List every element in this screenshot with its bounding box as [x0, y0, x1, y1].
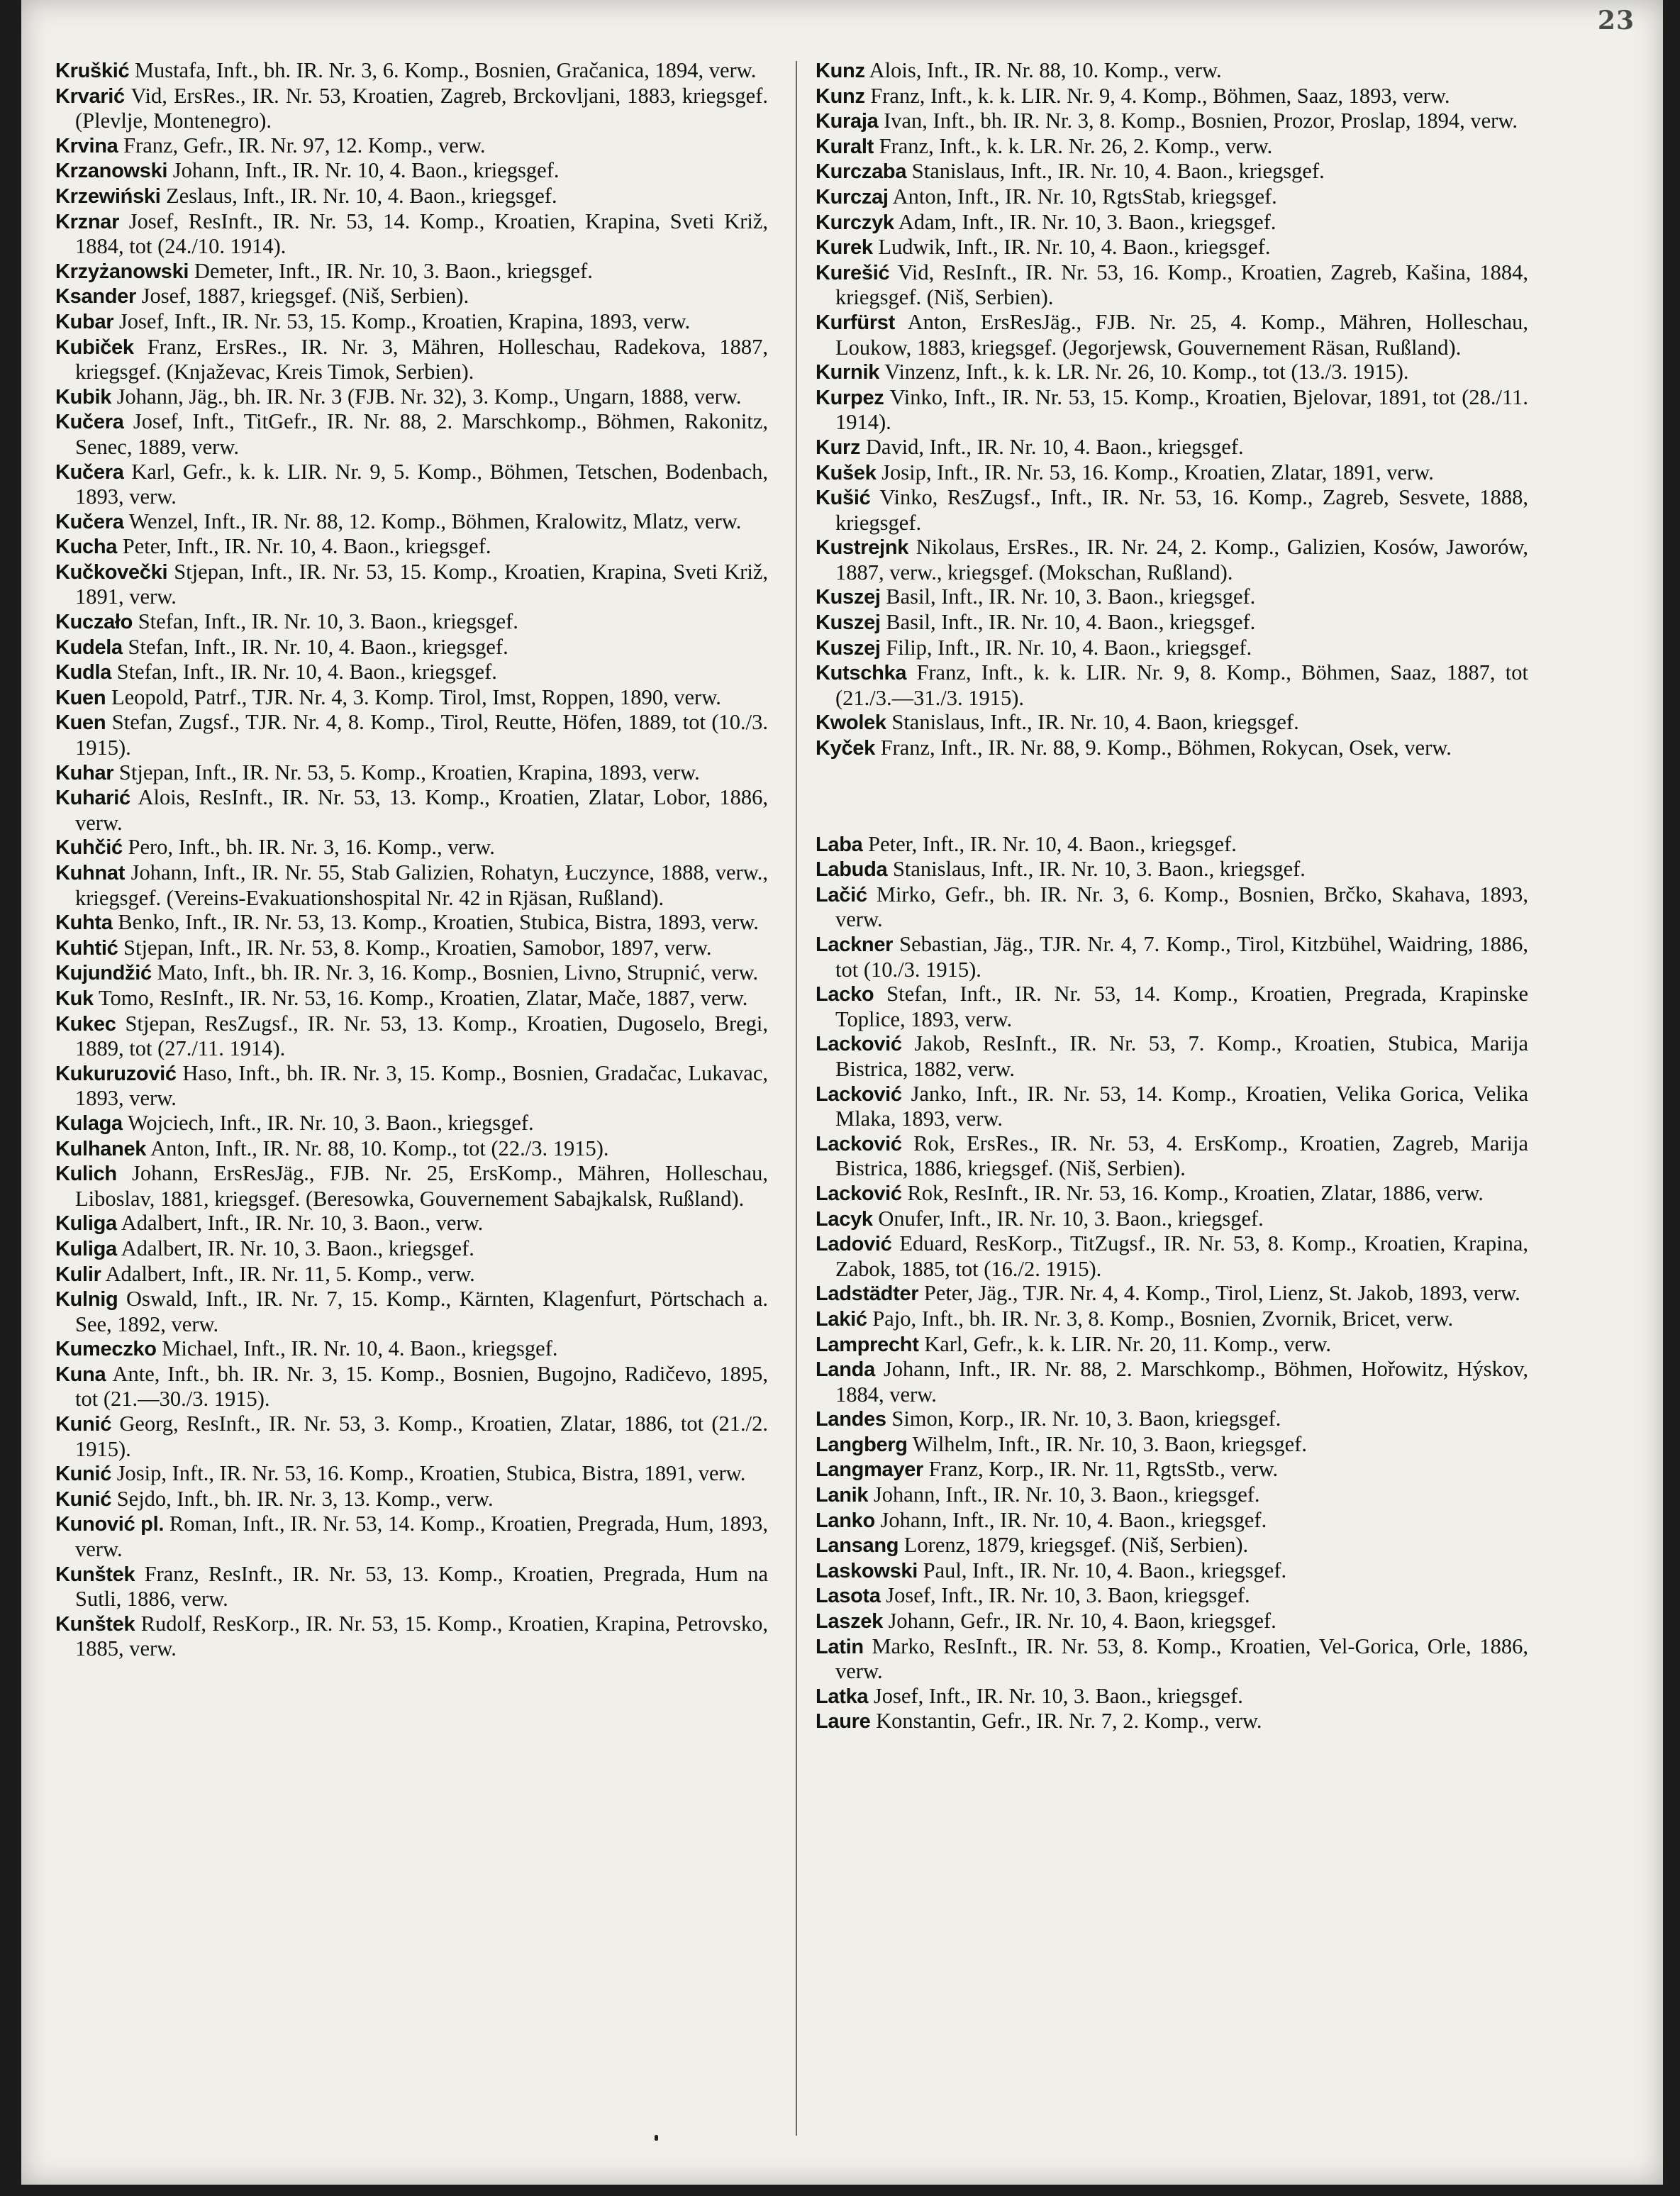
entry-surname: Kunz	[816, 60, 865, 82]
register-entry	[55, 710, 768, 760]
entry-surname: Lacković	[816, 1033, 902, 1056]
entry-details: Anton, Inft., IR. Nr. 10, RgtsStab, kriegsgef.	[892, 184, 1277, 209]
entry-surname: Kunz	[816, 84, 865, 108]
entry-surname: Kumeczko	[55, 1338, 157, 1361]
entry-surname: Kwolek	[816, 711, 886, 735]
register-entry	[55, 660, 768, 685]
register-entry	[816, 982, 1528, 1031]
register-entry	[816, 1181, 1528, 1207]
register-entry	[816, 636, 1528, 661]
entry-surname: Lanik	[816, 1484, 869, 1507]
register-entry	[816, 1407, 1528, 1432]
register-entry	[816, 360, 1528, 385]
entry-surname: Krvina	[55, 134, 118, 157]
register-entry	[55, 384, 768, 410]
entry-details: Eduard, ResKorp., TitZugsf., IR. Nr. 53, 8. Komp., Kroatien, Krapina, Zabok, 1885, tot (16./2. 1915).	[835, 1231, 1529, 1281]
register-entry	[55, 1287, 768, 1336]
entry-details: Lorenz, 1879, kriegsgef. (Niš, Serbien).	[903, 1533, 1249, 1558]
entry-surname: Lackner	[816, 933, 894, 956]
entry-surname: Ladović	[816, 1233, 892, 1256]
entry-details: Josef, Inft., TitGefr., IR. Nr. 88, 2. Marschkomp., Böhmen, Rakonitz, Senec, 1889, verw.	[75, 409, 769, 459]
register-entry	[55, 284, 768, 309]
entry-details: Zeslaus, Inft., IR. Nr. 10, 4. Baon., kriegsgef.	[166, 183, 557, 208]
register-entry	[55, 609, 768, 635]
register-entry	[55, 685, 768, 711]
entry-surname: Ladstädter	[816, 1282, 919, 1306]
entry-surname: Kuhar	[55, 761, 114, 784]
section-k-continued	[816, 58, 1528, 761]
entry-details: Josef, Inft., IR. Nr. 53, 15. Komp., Kroatien, Krapina, 1893, verw.	[118, 309, 691, 333]
register-entry	[816, 857, 1528, 882]
entry-details: Stanislaus, Inft., IR. Nr. 10, 3. Baon., kriegsgef.	[892, 857, 1306, 882]
entry-details: Jakob, ResInft., IR. Nr. 53, 7. Komp., Kroatien, Stubica, Marija Bistrica, 1882, verw.	[835, 1031, 1529, 1081]
entry-details: Vinko, ResZugsf., Inft., IR. Nr. 53, 16. Komp., Zagreb, Sesvete, 1888, kriegsgef.	[835, 485, 1528, 535]
entry-surname: Kuhčić	[55, 836, 123, 860]
entry-surname: Laskowski	[816, 1559, 918, 1582]
entry-details: Karl, Gefr., k. k. LIR. Nr. 9, 5. Komp., Böhmen, Tetschen, Bodenbach, 1893, verw.	[75, 459, 769, 509]
register-entry	[816, 184, 1528, 210]
entry-surname: Kukuruzović	[55, 1062, 177, 1085]
register-entry	[55, 1111, 768, 1136]
entry-details: Stefan, Inft., IR. Nr. 10, 4. Baon., kriegsgef.	[116, 660, 497, 684]
register-entry	[55, 1262, 768, 1287]
register-entry	[816, 210, 1528, 235]
register-entry	[55, 1236, 768, 1262]
entry-details: Stefan, Inft., IR. Nr. 10, 3. Baon., kriegsgef.	[138, 609, 518, 634]
register-entry	[816, 1457, 1528, 1482]
entry-surname: Kulir	[55, 1263, 101, 1286]
register-entry	[816, 1609, 1528, 1634]
entry-surname: Lačić	[816, 883, 867, 906]
entry-surname: Kuczało	[55, 611, 133, 634]
entry-details: Konstantin, Gefr., IR. Nr. 7, 2. Komp., verw.	[876, 1709, 1262, 1734]
entry-details: Johann, Inft., IR. Nr. 55, Stab Galizien, Rohatyn, Łuczynce, 1888, verw., kriegsgef. (Vereins-Evakuationshospital Nr. 42 in Rjäsan, Rußland).	[75, 860, 769, 910]
register-entry	[816, 109, 1528, 134]
register-entry	[55, 960, 768, 986]
entry-details: Stjepan, ResZugsf., IR. Nr. 53, 13. Komp., Kroatien, Dugoselo, Bregi, 1889, tot (27./11. 1914).	[75, 1011, 769, 1061]
entry-surname: Kulhanek	[55, 1137, 147, 1160]
entry-surname: Kubar	[55, 310, 114, 333]
entry-details: Franz, ErsRes., IR. Nr. 3, Mähren, Holleschau, Radekova, 1887, kriegsgef. (Knjaževac, Kreis Timok, Serbien).	[75, 334, 768, 384]
entry-details: Wilhelm, Inft., IR. Nr. 10, 3. Baon, kriegsgef.	[912, 1431, 1307, 1456]
entry-surname: Kuszej	[816, 586, 881, 609]
entry-details: Wenzel, Inft., IR. Nr. 88, 12. Komp., Böhmen, Kralowitz, Mlatz, verw.	[128, 509, 742, 533]
entry-surname: Krvarić	[55, 84, 125, 108]
entry-details: Ante, Inft., bh. IR. Nr. 3, 15. Komp., Bosnien, Bugojno, Radičevo, 1895, tot (21.—30./3. 1915).	[75, 1361, 768, 1412]
register-entry	[816, 736, 1528, 761]
entry-details: Anton, Inft., IR. Nr. 88, 10. Komp., tot (22./3. 1915).	[150, 1136, 609, 1160]
entry-details: Roman, Inft., IR. Nr. 53, 14. Komp., Kroatien, Pregrada, Hum, 1893, verw.	[75, 1512, 768, 1562]
register-entry	[816, 932, 1528, 982]
entry-details: Ivan, Inft., bh. IR. Nr. 3, 8. Komp., Bosnien, Prozor, Proslap, 1894, verw.	[884, 109, 1518, 133]
entry-surname: Krzewiński	[55, 184, 161, 208]
register-entry	[55, 184, 768, 209]
entry-details: Alois, ResInft., IR. Nr. 53, 13. Komp., Kroatien, Zlatar, Lobor, 1886, verw.	[75, 785, 768, 835]
entry-details: Vid, ErsRes., IR. Nr. 53, Kroatien, Zagreb, Brckovljani, 1883, kriegsgef. (Plevlje, Montenegro).	[75, 83, 768, 133]
register-entry	[55, 1562, 768, 1612]
entry-surname: Kunović pl.	[55, 1513, 165, 1536]
entry-details: Stefan, Inft., IR. Nr. 53, 14. Komp., Kroatien, Pregrada, Krapinske Toplice, 1893, verw.	[835, 982, 1529, 1031]
entry-details: Mustafa, Inft., bh. IR. Nr. 3, 6. Komp., Bosnien, Gračanica, 1894, verw.	[134, 58, 757, 82]
entry-surname: Labuda	[816, 858, 888, 882]
entry-surname: Lamprecht	[816, 1333, 919, 1356]
register-entry	[55, 335, 768, 384]
entry-details: Oswald, Inft., IR. Nr. 7, 15. Komp., Kärnten, Klagenfurt, Pörtschach a. See, 1892, verw.	[75, 1287, 768, 1336]
entry-surname: Kuen	[55, 711, 106, 735]
entry-surname: Kurczaj	[816, 185, 889, 209]
document-page	[21, 0, 1663, 2185]
register-entry	[55, 1412, 768, 1461]
register-entry	[55, 1612, 768, 1661]
entry-surname: Kubiček	[55, 336, 134, 359]
entry-surname: Kulnig	[55, 1288, 118, 1312]
entry-details: Johann, Inft., IR. Nr. 88, 2. Marschkomp., Böhmen, Hořowitz, Hýskov, 1884, verw.	[835, 1357, 1528, 1407]
entry-details: Adalbert, IR. Nr. 10, 3. Baon., kriegsgef.	[121, 1236, 474, 1260]
entry-details: Georg, ResInft., IR. Nr. 53, 3. Komp., Kroatien, Zlatar, 1886, tot (21./2. 1915).	[75, 1412, 768, 1461]
register-entry	[816, 832, 1528, 858]
entry-details: Paul, Inft., IR. Nr. 10, 4. Baon., kriegsgef.	[923, 1558, 1287, 1582]
entry-surname: Kurz	[816, 436, 861, 459]
entry-surname: Kujundžić	[55, 962, 152, 985]
register-entry	[816, 1684, 1528, 1709]
entry-surname: Kučera	[55, 460, 124, 484]
entry-details: Mirko, Gefr., bh. IR. Nr. 3, 6. Komp., Bosnien, Brčko, Skahava, 1893, verw.	[835, 882, 1529, 932]
entry-details: Stefan, Inft., IR. Nr. 10, 4. Baon., kriegsgef.	[128, 634, 508, 659]
section-gap	[816, 761, 1528, 832]
register-entry	[55, 1487, 768, 1512]
entry-details: Anton, ErsResJäg., FJB. Nr. 25, 4. Komp., Mähren, Holleschau, Loukow, 1883, kriegsgef. (Jegorjewsk, Gouvernement Räsan, Rußland).	[835, 309, 1528, 360]
entry-surname: Lanko	[816, 1509, 875, 1532]
entry-surname: Kunštek	[55, 1612, 135, 1636]
entry-surname: Landes	[816, 1408, 886, 1431]
entry-surname: Kruškić	[55, 60, 130, 82]
entry-surname: Kutschka	[816, 662, 907, 685]
entry-surname: Kunštek	[55, 1563, 135, 1586]
register-entry	[816, 1533, 1528, 1558]
entry-details: Stanislaus, Inft., IR. Nr. 10, 4. Baon., kriegsgef.	[911, 159, 1325, 184]
entry-surname: Kurek	[816, 236, 873, 260]
entry-details: Josip, Inft., IR. Nr. 53, 16. Komp., Kroatien, Stubica, Bistra, 1891, verw.	[116, 1461, 746, 1486]
entry-surname: Kurfürst	[816, 311, 895, 334]
register-entry	[816, 1281, 1528, 1307]
register-entry	[816, 235, 1528, 260]
entry-surname: Lansang	[816, 1534, 899, 1558]
entry-surname: Kuhnat	[55, 862, 126, 884]
entry-surname: Kučkovečki	[55, 560, 168, 584]
register-entry	[816, 435, 1528, 460]
register-entry	[55, 860, 768, 910]
entry-surname: Laszek	[816, 1610, 883, 1634]
register-entry	[816, 1031, 1528, 1081]
entry-details: Wojciech, Inft., IR. Nr. 10, 3. Baon., kriegsgef.	[127, 1110, 534, 1135]
entry-surname: Ksander	[55, 285, 136, 309]
entry-surname: Kuna	[55, 1363, 106, 1386]
entry-surname: Laure	[816, 1710, 871, 1734]
entry-details: Leopold, Patrf., TJR. Nr. 4, 3. Komp. Tirol, Imst, Roppen, 1890, verw.	[111, 684, 721, 709]
entry-details: Franz, Inft., k. k. LIR. Nr. 9, 4. Komp., Böhmen, Saaz, 1893, verw.	[870, 83, 1450, 108]
column-divider	[796, 61, 797, 2136]
entry-surname: Kunić	[55, 1413, 112, 1436]
entry-details: Tomo, ResInft., IR. Nr. 53, 16. Komp., Kroatien, Zlatar, Mače, 1887, verw.	[98, 985, 748, 1010]
entry-surname: Kuen	[55, 686, 106, 709]
entry-details: Stjepan, Inft., IR. Nr. 53, 15. Komp., Kroatien, Krapina, Sveti Križ, 1891, verw.	[75, 559, 768, 609]
entry-details: Vinzenz, Inft., k. k. LR. Nr. 26, 10. Komp., tot (13./3. 1915).	[884, 360, 1409, 384]
register-entry	[55, 936, 768, 961]
register-entry	[55, 910, 768, 936]
register-entry	[816, 84, 1528, 109]
register-entry	[55, 259, 768, 284]
register-entry	[816, 159, 1528, 184]
entry-details: Pajo, Inft., bh. IR. Nr. 3, 8. Komp., Bosnien, Zvornik, Bricet, verw.	[872, 1306, 1454, 1331]
register-entry	[816, 584, 1528, 610]
entry-surname: Kyček	[816, 737, 875, 760]
entry-surname: Krzyżanowski	[55, 260, 189, 283]
entry-surname: Kurnik	[816, 361, 880, 384]
entry-details: Franz, Inft., k. k. LIR. Nr. 9, 8. Komp., Böhmen, Saaz, 1887, tot (21./3.—31./3. 1915).	[835, 660, 1528, 710]
entry-surname: Kučera	[55, 411, 124, 434]
entry-details: Johann, Gefr., IR. Nr. 10, 4. Baon, kriegsgef.	[888, 1609, 1276, 1634]
register-entry	[816, 1432, 1528, 1458]
register-entry	[816, 1634, 1528, 1684]
entry-surname: Kuliga	[55, 1237, 117, 1260]
register-entry	[55, 209, 768, 259]
register-entry	[55, 309, 768, 335]
entry-details: Ludwik, Inft., IR. Nr. 10, 4. Baon., kriegsgef.	[878, 235, 1271, 260]
entry-details: Adam, Inft., IR. Nr. 10, 3. Baon., kriegsgef.	[898, 209, 1276, 234]
entry-surname: Lacko	[816, 983, 874, 1006]
entry-details: Franz, Inft., k. k. LR. Nr. 26, 2. Komp., verw.	[879, 133, 1273, 158]
entry-details: Vinko, Inft., IR. Nr. 53, 15. Komp., Kroatien, Bjelovar, 1891, tot (28./11. 1914).	[835, 384, 1528, 435]
entry-surname: Lacković	[816, 1082, 902, 1106]
entry-surname: Kuraja	[816, 110, 879, 133]
register-entry	[816, 1709, 1528, 1734]
register-entry	[816, 1583, 1528, 1609]
entry-details: Stanislaus, Inft., IR. Nr. 10, 4. Baon, kriegsgef.	[891, 710, 1299, 735]
register-entry	[55, 84, 768, 133]
entry-surname: Krzanowski	[55, 160, 168, 183]
entry-details: Johann, Inft., IR. Nr. 10, 3. Baon., kriegsgef.	[873, 1482, 1260, 1507]
entry-details: Stjepan, Inft., IR. Nr. 53, 8. Komp., Kroatien, Samobor, 1897, verw.	[123, 935, 712, 960]
entry-surname: Lasota	[816, 1585, 881, 1608]
entry-details: Rudolf, ResKorp., IR. Nr. 53, 15. Komp., Kroatien, Krapina, Petrovsko, 1885, verw.	[75, 1611, 769, 1661]
entry-details: Josef, Inft., IR. Nr. 10, 3. Baon, kriegsgef.	[886, 1583, 1250, 1608]
entry-details: Benko, Inft., IR. Nr. 53, 13. Komp., Kroatien, Stubica, Bistra, 1893, verw.	[118, 910, 759, 935]
entry-surname: Kustrejnk	[816, 536, 909, 560]
register-entry	[55, 1336, 768, 1362]
entry-surname: Kušić	[816, 487, 871, 510]
entry-details: Johann, Jäg., bh. IR. Nr. 3 (FJB. Nr. 32), 3. Komp., Ungarn, 1888, verw.	[116, 384, 742, 409]
entry-surname: Latin	[816, 1635, 864, 1658]
register-entry	[816, 1332, 1528, 1358]
register-entry	[816, 260, 1528, 310]
left-column	[55, 58, 768, 1661]
entry-details: Haso, Inft., bh. IR. Nr. 3, 15. Komp., Bosnien, Gradačac, Lukavac, 1893, verw.	[75, 1060, 768, 1111]
register-entry	[55, 835, 768, 860]
entry-surname: Kulaga	[55, 1111, 123, 1135]
register-entry	[816, 1082, 1528, 1131]
entry-details: Josip, Inft., IR. Nr. 53, 16. Komp., Kroatien, Zlatar, 1891, verw.	[881, 460, 1434, 484]
register-entry	[816, 1558, 1528, 1584]
entry-surname: Kušek	[816, 461, 877, 484]
entry-surname: Kukec	[55, 1012, 116, 1036]
entry-details: David, Inft., IR. Nr. 10, 4. Baon., kriegsgef.	[865, 434, 1244, 459]
page-number: 23	[1597, 6, 1635, 35]
register-entry	[55, 1362, 768, 1412]
right-column	[816, 58, 1528, 1734]
entry-surname: Lakić	[816, 1307, 867, 1331]
entry-details: Basil, Inft., IR. Nr. 10, 3. Baon., kriegsgef.	[886, 584, 1256, 609]
register-entry	[55, 534, 768, 560]
register-entry	[816, 710, 1528, 736]
entry-details: Stjepan, Inft., IR. Nr. 53, 5. Komp., Kroatien, Krapina, 1893, verw.	[118, 760, 700, 784]
entry-surname: Kuk	[55, 987, 94, 1010]
register-entry	[55, 760, 768, 786]
entry-details: Vid, ResInft., IR. Nr. 53, 16. Komp., Kroatien, Zagreb, Kašina, 1884, kriegsgef. (Niš, Serbien).	[835, 260, 1529, 310]
register-entry	[55, 560, 768, 609]
register-entry	[816, 660, 1528, 710]
register-entry	[55, 1011, 768, 1061]
register-entry	[55, 1161, 768, 1211]
stray-mark	[655, 2135, 658, 2141]
entry-details: Alois, Inft., IR. Nr. 88, 10. Komp., verw.	[869, 58, 1222, 82]
register-entry	[55, 635, 768, 660]
entry-surname: Kuhta	[55, 911, 113, 935]
register-entry	[55, 1461, 768, 1487]
register-entry	[55, 509, 768, 535]
register-entry	[55, 1136, 768, 1162]
register-entry	[55, 1512, 768, 1561]
register-entry	[816, 1207, 1528, 1232]
entry-surname: Kurczaba	[816, 160, 907, 184]
entry-details: Sejdo, Inft., bh. IR. Nr. 3, 13. Komp., verw.	[116, 1486, 494, 1511]
entry-surname: Langmayer	[816, 1458, 924, 1482]
entry-details: Peter, Jäg., TJR. Nr. 4, 4. Komp., Tirol, Lienz, St. Jakob, 1893, verw.	[923, 1281, 1520, 1306]
register-entry	[816, 460, 1528, 486]
register-entry	[55, 460, 768, 509]
entry-surname: Landa	[816, 1358, 875, 1382]
entry-details: Rok, ErsRes., IR. Nr. 53, 4. ErsKomp., Kroatien, Zagreb, Marija Bistrica, 1886, kriegsgef. (Niš, Serbien).	[835, 1131, 1529, 1181]
entry-details: Adalbert, Inft., IR. Nr. 11, 5. Komp., verw.	[105, 1261, 475, 1286]
entry-details: Franz, ResInft., IR. Nr. 53, 13. Komp., Kroatien, Pregrada, Hum na Sutli, 1886, verw.	[75, 1561, 768, 1612]
entry-details: Peter, Inft., IR. Nr. 10, 4. Baon., kriegsgef.	[122, 534, 491, 559]
entry-details: Sebastian, Jäg., TJR. Nr. 4, 7. Komp., Tirol, Kitzbühel, Waidring, 1886, tot (10./3. 1915).	[835, 932, 1528, 982]
entry-details: Johann, Inft., IR. Nr. 10, 4. Baon., kriegsgef.	[172, 158, 560, 183]
entry-details: Johann, Inft., IR. Nr. 10, 4. Baon., kriegsgef.	[880, 1507, 1267, 1532]
register-entry	[55, 1061, 768, 1111]
register-entry	[55, 158, 768, 184]
register-entry	[816, 535, 1528, 584]
entry-details: Adalbert, Inft., IR. Nr. 10, 3. Baon., verw.	[121, 1211, 484, 1236]
register-entry	[816, 134, 1528, 160]
register-entry	[55, 986, 768, 1011]
register-entry	[55, 58, 768, 84]
entry-surname: Lacković	[816, 1132, 902, 1155]
entry-details: Demeter, Inft., IR. Nr. 10, 3. Baon., kriegsgef.	[194, 258, 593, 283]
entry-surname: Latka	[816, 1685, 869, 1708]
entry-details: Franz, Gefr., IR. Nr. 97, 12. Komp., verw.	[123, 133, 486, 157]
register-entry	[816, 1357, 1528, 1407]
register-entry	[816, 310, 1528, 360]
entry-details: Stefan, Zugsf., TJR. Nr. 4, 8. Komp., Tirol, Reutte, Höfen, 1889, tot (10./3. 1915).	[75, 710, 769, 760]
register-entry	[816, 1131, 1528, 1181]
register-entry	[55, 1211, 768, 1236]
entry-details: Josef, Inft., IR. Nr. 10, 3. Baon., kriegsgef.	[873, 1683, 1243, 1708]
entry-surname: Kunić	[55, 1487, 112, 1511]
entry-surname: Krznar	[55, 210, 120, 233]
entry-details: Onufer, Inft., IR. Nr. 10, 3. Baon., kriegsgef.	[878, 1206, 1264, 1231]
entry-details: Franz, Korp., IR. Nr. 11, RgtsStb., verw.	[928, 1457, 1279, 1482]
entry-details: Simon, Korp., IR. Nr. 10, 3. Baon, kriegsgef.	[891, 1407, 1281, 1431]
register-entry	[816, 1231, 1528, 1281]
register-entry	[816, 882, 1528, 932]
entry-surname: Kulich	[55, 1163, 117, 1186]
entry-surname: Kuszej	[816, 636, 881, 660]
entry-surname: Kuharić	[55, 787, 130, 810]
entry-details: Nikolaus, ErsRes., IR. Nr. 24, 2. Komp., Galizien, Kosów, Jaworów, 1887, verw., kriegsgef. (Mokschan, Rußland).	[835, 535, 1528, 584]
entry-details: Josef, 1887, kriegsgef. (Niš, Serbien).	[141, 284, 469, 309]
entry-surname: Kubik	[55, 385, 112, 409]
entry-details: Basil, Inft., IR. Nr. 10, 4. Baon., kriegsgef.	[886, 610, 1256, 635]
entry-surname: Lacyk	[816, 1207, 873, 1231]
register-entry	[55, 785, 768, 835]
entry-surname: Kuhtić	[55, 936, 118, 960]
entry-surname: Kuszej	[816, 611, 881, 635]
entry-details: Franz, Inft., IR. Nr. 88, 9. Komp., Böhmen, Rokycan, Osek, verw.	[880, 736, 1452, 760]
entry-details: Peter, Inft., IR. Nr. 10, 4. Baon., kriegsgef.	[868, 831, 1237, 856]
entry-surname: Kunić	[55, 1463, 112, 1486]
entry-details: Michael, Inft., IR. Nr. 10, 4. Baon., kriegsgef.	[162, 1336, 558, 1361]
register-entry	[816, 610, 1528, 636]
register-entry	[816, 485, 1528, 535]
entry-details: Pero, Inft., bh. IR. Nr. 3, 16. Komp., verw.	[128, 835, 495, 860]
entry-surname: Kuliga	[55, 1212, 117, 1236]
register-entry	[816, 1307, 1528, 1332]
entry-details: Marko, ResInft., IR. Nr. 53, 8. Komp., Kroatien, Vel-Gorica, Orle, 1886, verw.	[835, 1634, 1528, 1684]
entry-surname: Kudela	[55, 636, 123, 659]
entry-surname: Kurpez	[816, 386, 884, 409]
entry-details: Filip, Inft., IR. Nr. 10, 4. Baon., kriegsgef.	[886, 635, 1252, 660]
entry-surname: Lacković	[816, 1182, 902, 1205]
entry-surname: Langberg	[816, 1433, 908, 1456]
entry-details: Rok, ResInft., IR. Nr. 53, 16. Komp., Kroatien, Zlatar, 1886, verw.	[907, 1180, 1484, 1205]
entry-details: Mato, Inft., bh. IR. Nr. 3, 16. Komp., Bosnien, Livno, Strupnić, verw.	[157, 960, 759, 985]
entry-surname: Kucha	[55, 536, 118, 559]
entry-surname: Kurczyk	[816, 211, 894, 234]
register-entry	[55, 133, 768, 159]
entry-details: Johann, ErsResJäg., FJB. Nr. 25, ErsKomp., Mähren, Holleschau, Liboslav, 1881, kriegsgef. (Beresowka, Gouvernement Sabajkalsk, Rußland).	[75, 1161, 769, 1211]
register-entry	[816, 58, 1528, 84]
entry-surname: Kudla	[55, 661, 112, 684]
entry-details: Karl, Gefr., k. k. LIR. Nr. 20, 11. Komp., verw.	[924, 1331, 1331, 1356]
entry-surname: Kuralt	[816, 135, 874, 158]
entry-details: Janko, Inft., IR. Nr. 53, 14. Komp., Kroatien, Velika Gorica, Velika Mlaka, 1893, verw.	[835, 1081, 1528, 1131]
entry-surname: Kučera	[55, 510, 124, 533]
entry-surname: Laba	[816, 833, 863, 856]
entry-surname: Kurešić	[816, 261, 890, 284]
register-entry	[816, 385, 1528, 435]
register-entry	[816, 1508, 1528, 1534]
register-entry	[55, 409, 768, 459]
register-entry	[816, 1482, 1528, 1508]
entry-details: Josef, ResInft., IR. Nr. 53, 14. Komp., Kroatien, Krapina, Sveti Križ, 1884, tot (24./10. 1914).	[75, 209, 768, 259]
section-l	[816, 832, 1528, 1734]
